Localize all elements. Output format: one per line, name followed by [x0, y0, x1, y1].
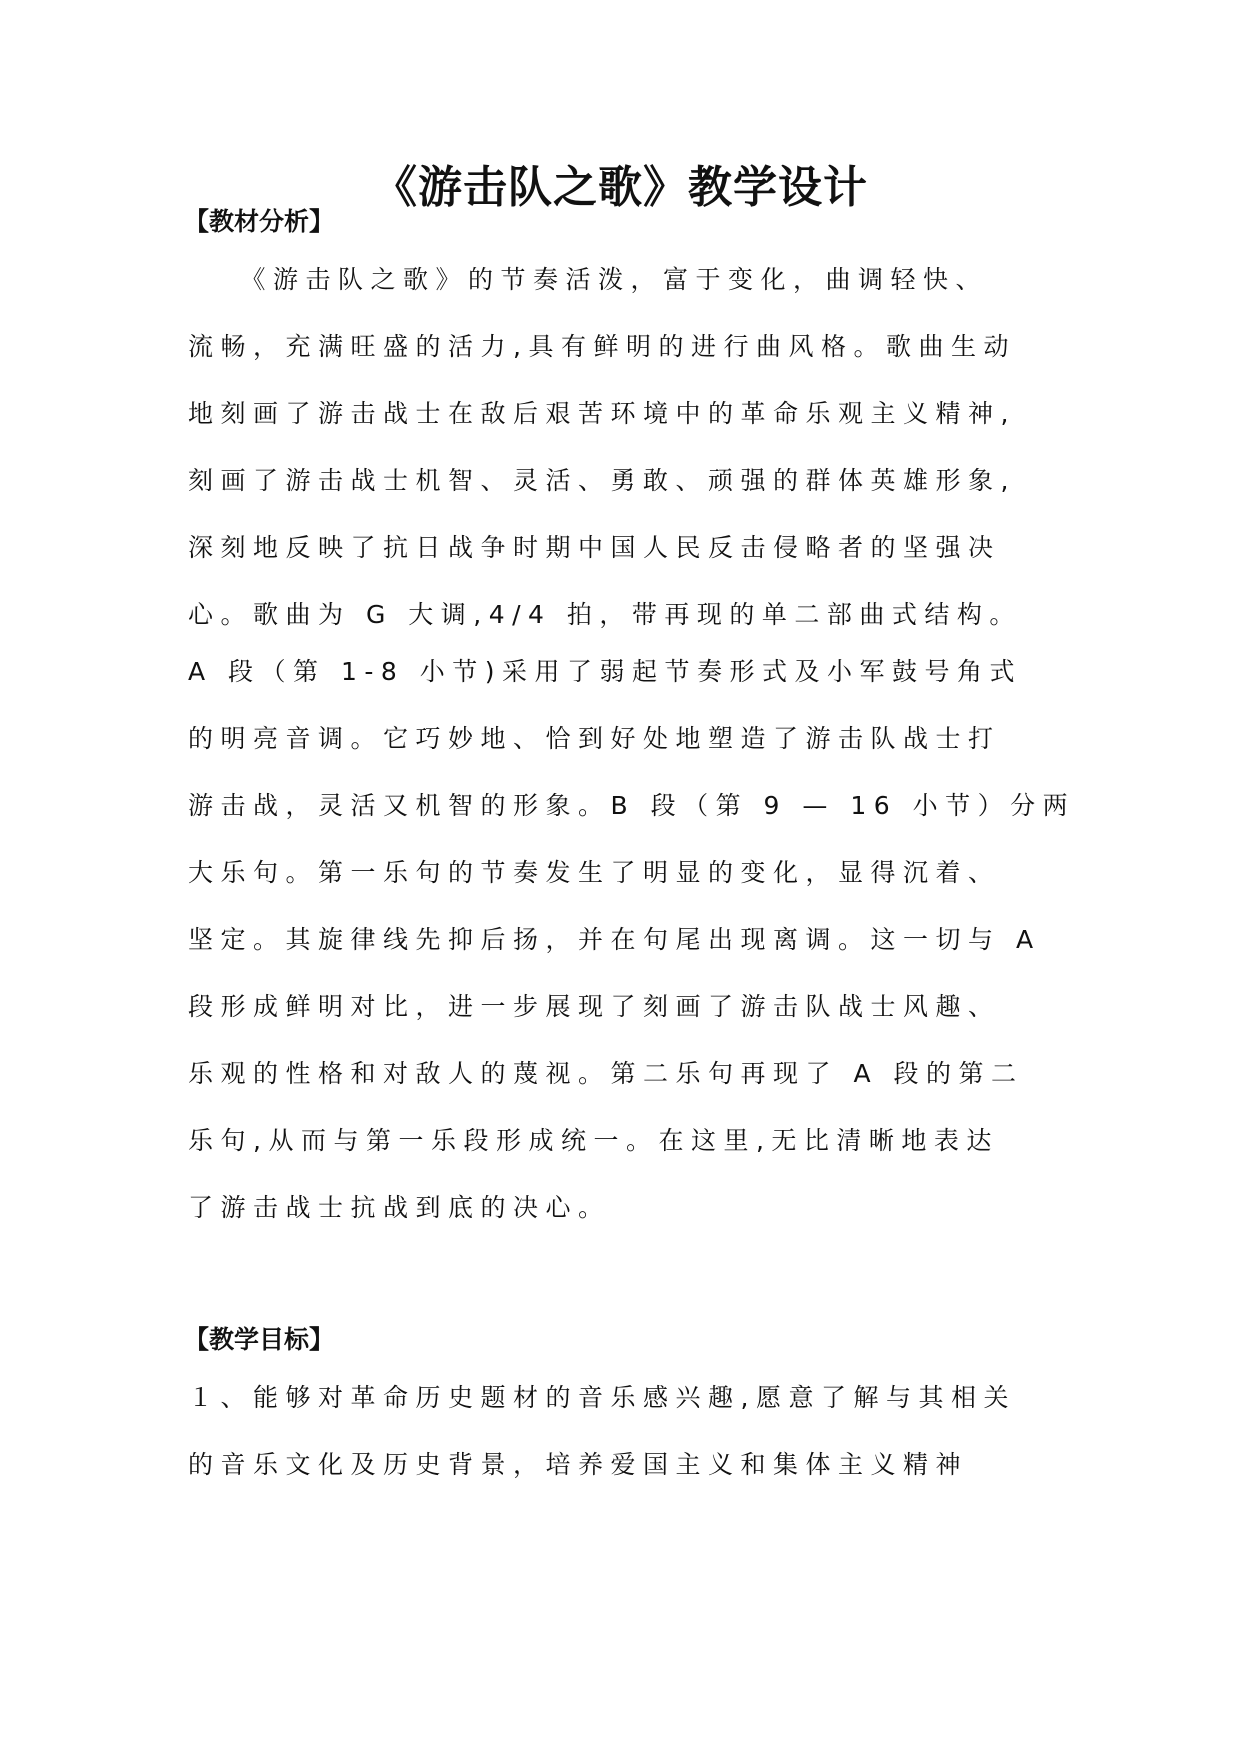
text-line: 刻画了游击战士机智、灵活、勇敢、顽强的群体英雄形象, — [188, 466, 1016, 495]
text-line: 游击战，灵活又机智的形象。B 段（第 9 — 16 小节）分两 — [188, 791, 1076, 820]
paragraph-material-analysis-2 — [188, 638, 1076, 1241]
paragraph-teaching-goals-1 — [188, 1364, 1064, 1498]
text-line: 大乐句。第一乐句的节奏发生了明显的变化，显得沉着、 — [188, 858, 1001, 887]
text-line: １、能够对革命历史题材的音乐感兴趣,愿意了解与其相关 — [188, 1383, 1016, 1412]
text-line: 了游击战士抗战到底的决心。 — [188, 1193, 611, 1222]
text-line: 乐观的性格和对敌人的蔑视。第二乐句再现了 A 段的第二 — [188, 1059, 1024, 1088]
text-line: 乐句,从而与第一乐段形成统一。在这里,无比清晰地表达 — [188, 1126, 999, 1155]
text-line: 坚定。其旋律线先抑后扬，并在句尾出现离调。这一切与 A — [188, 925, 1041, 954]
text-line: A 段（第 1-8 小节)采用了弱起节奏形式及小军鼓号角式 — [188, 657, 1023, 686]
text-line: 流畅，充满旺盛的活力,具有鲜明的进行曲风格。歌曲生动 — [188, 332, 1016, 361]
text-line: 段形成鲜明对比，进一步展现了刻画了游击队战士风趣、 — [188, 992, 1001, 1021]
text-line: 的明亮音调。它巧妙地、恰到好处地塑造了游击队战士打 — [188, 724, 1001, 753]
text-line: 深刻地反映了抗日战争时期中国人民反击侵略者的坚强决 — [188, 533, 1001, 562]
text-line: 《游击队之歌》的节奏活泼，富于变化，曲调轻快、 — [188, 265, 989, 294]
section-heading-material-analysis: 【教材分析】 — [184, 207, 335, 236]
text-line: 心。歌曲为 G 大调,4/4 拍，带再现的单二部曲式结构。 — [188, 600, 1022, 629]
section-heading-teaching-goals: 【教学目标】 — [184, 1325, 335, 1354]
text-line: 的音乐文化及历史背景，培养爱国主义和集体主义精神 — [188, 1450, 969, 1479]
document-title: 《游击队之歌》教学设计 — [373, 162, 868, 213]
paragraph-material-analysis-1 — [188, 246, 1064, 648]
text-line: 地刻画了游击战士在敌后艰苦环境中的革命乐观主义精神, — [188, 399, 1016, 428]
